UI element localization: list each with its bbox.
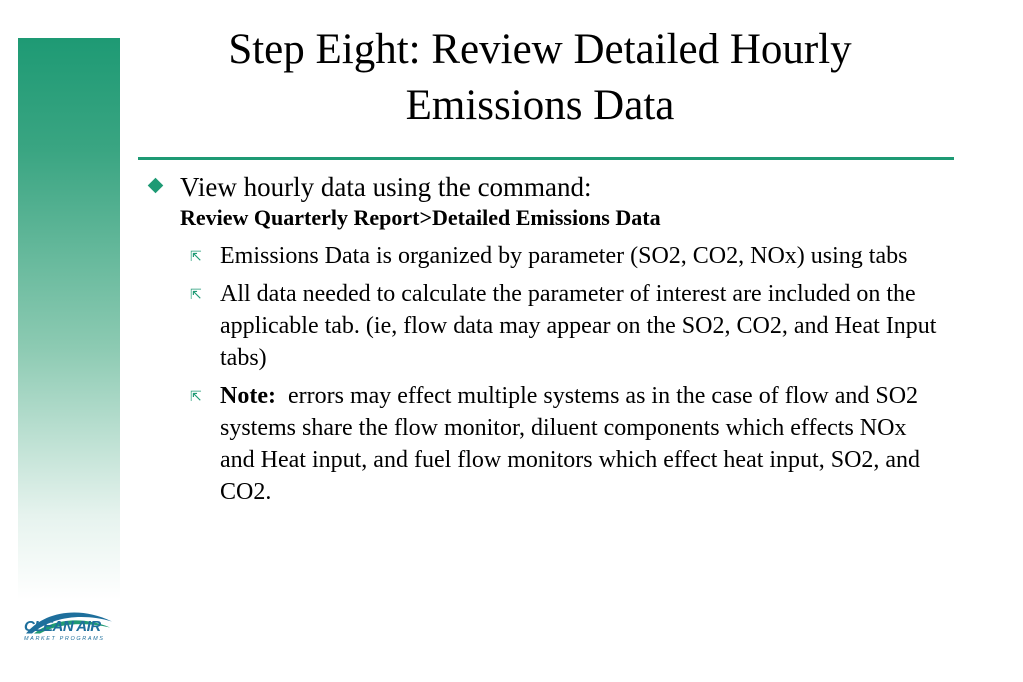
subbullet-1-text: Emissions Data is organized by parameter (SO2, CO2, NOx) using tabs — [220, 243, 908, 269]
arrow-bullet-icon: ⇱ — [190, 287, 202, 303]
slide-title — [130, 22, 950, 134]
subbullet-2 — [180, 278, 938, 374]
note-label: Note: — [220, 383, 276, 409]
diamond-bullet-icon — [148, 178, 164, 194]
logo-name: CLEAN AIR — [24, 618, 101, 635]
title-line-1: Step Eight: Review Detailed Hourly — [228, 26, 852, 73]
subbullet-3 — [180, 380, 938, 508]
bullet-main — [148, 172, 938, 234]
bullet-main-text: View hourly data using the command: — [180, 172, 592, 202]
subbullet-3-text: errors may effect multiple systems as in the case of flow and SO2 systems share the flow monitor, diluent components which effects NOx and Heat input, and fuel flow monitors which effect heat input, SO2, and CO2. — [220, 383, 921, 505]
side-gradient-bar — [18, 38, 120, 600]
title-divider — [138, 157, 954, 160]
subbullet-2-text: All data needed to calculate the parameter of interest are included on the applicable tab. (ie, flow data may appear on the SO2, CO2, and Heat Input tabs) — [220, 281, 937, 371]
arrow-bullet-icon: ⇱ — [190, 389, 202, 405]
command-path: Review Quarterly Report>Detailed Emissions Data — [180, 205, 661, 230]
subbullet-1 — [180, 240, 938, 272]
slide-body — [148, 172, 938, 508]
arrow-bullet-icon: ⇱ — [190, 249, 202, 265]
logo-tagline: MARKET PROGRAMS — [24, 636, 105, 642]
title-line-2: Emissions Data — [405, 82, 675, 129]
